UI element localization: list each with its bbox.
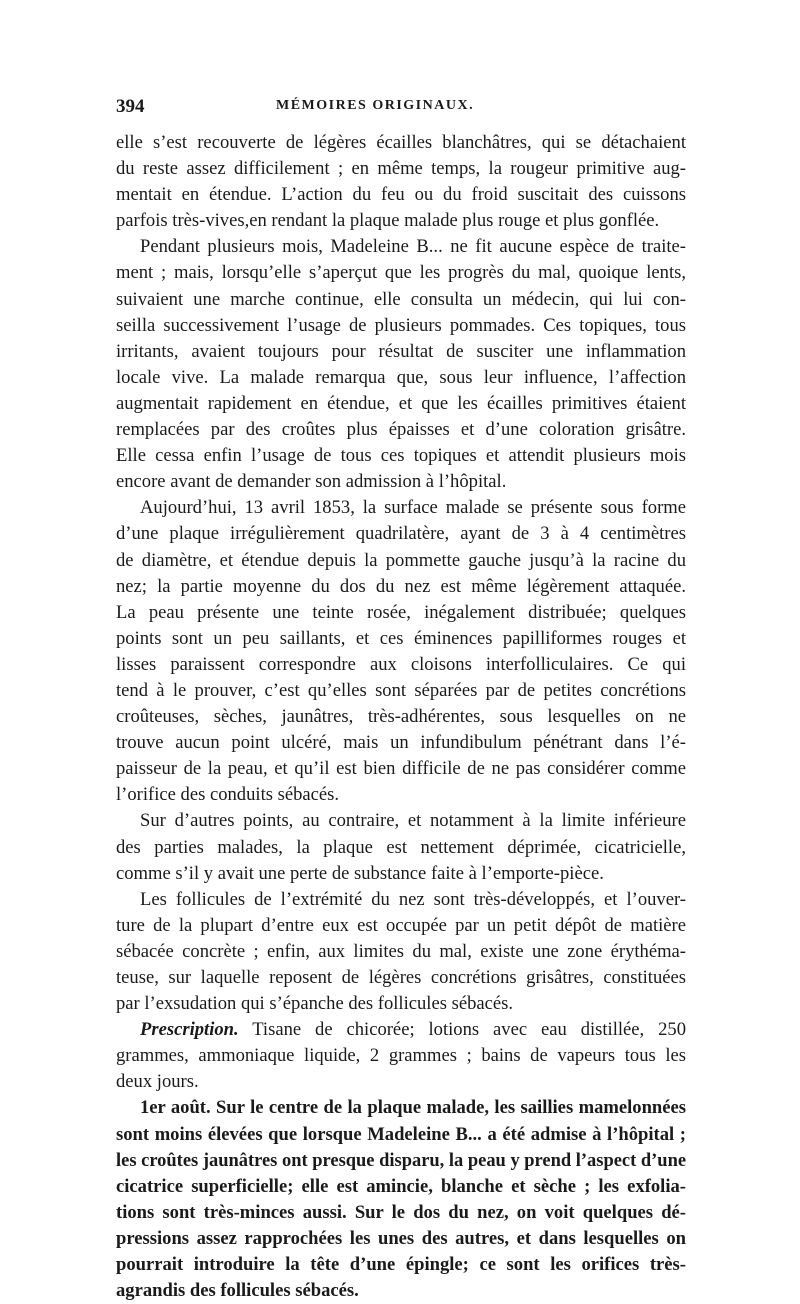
text-line: Sur d’autres points, au contraire, et notamment à la limite inférieure bbox=[140, 810, 686, 832]
text-line: de diamètre, et étendue depuis la pommette gauche jusqu’à la racine du bbox=[116, 549, 686, 571]
text-line: nez; la partie moyenne du dos du nez est même légèrement attaquée. bbox=[116, 575, 686, 597]
body-text bbox=[116, 130, 686, 1304]
text-line: deux jours. bbox=[116, 1071, 199, 1093]
text-line: par l’exsudation qui s’épanche des follicules sébacés. bbox=[116, 993, 514, 1015]
text-line: trouve aucun point ulcéré, mais un infundibulum pénétrant dans l’é- bbox=[116, 732, 686, 754]
text-line: augmentait rapidement en étendue, et que les écailles primitives étaient bbox=[116, 392, 686, 414]
text-line: Aujourd’hui, 13 avril 1853, la surface malade se présente sous forme bbox=[140, 497, 686, 519]
text-line: agrandis des follicules sébacés. bbox=[116, 1280, 359, 1302]
text-line: 1er août. Sur le centre de la plaque malade, les saillies mamelonnées bbox=[140, 1097, 686, 1119]
text-line: l’orifice des conduits sébacés. bbox=[116, 784, 340, 806]
text-line: remplacées par des croûtes plus épaisses et d’une coloration grisâtre. bbox=[116, 419, 686, 441]
text-line: d’une plaque irrégulièrement quadrilatère, ayant de 3 à 4 centimètres bbox=[116, 523, 686, 545]
text-line: parfois très-vives,en rendant la plaque malade plus rouge et plus gonflée. bbox=[116, 210, 660, 232]
text-line: Elle cessa enfin l’usage de tous ces topiques et attendit plusieurs mois bbox=[116, 445, 686, 467]
text-line bbox=[116, 1017, 686, 1043]
text-line: cicatrice superficielle; elle est amincie, blanche et sèche ; les exfolia- bbox=[116, 1175, 686, 1197]
text-line: sébacée concrète ; enfin, aux limites du mal, existe une zone érythéma- bbox=[116, 940, 686, 962]
text-line: du reste assez difficilement ; en même temps, la rougeur primitive aug- bbox=[116, 158, 686, 180]
prescription-label: Prescription. bbox=[140, 1019, 239, 1041]
text-line: locale vive. La malade remarqua que, sous leur influence, l’affection bbox=[116, 366, 686, 388]
text-line: elle s’est recouverte de légères écailles blanchâtres, qui se détachaient bbox=[116, 132, 686, 153]
text-line: points sont un peu saillants, et ces éminences papilliformes rouges et bbox=[116, 627, 686, 649]
text-line: comme s’il y avait une perte de substance faite à l’emporte-pièce. bbox=[116, 862, 604, 884]
page-header bbox=[116, 96, 686, 124]
text-line: Les follicules de l’extrémité du nez sont très-développés, et l’ouver- bbox=[140, 888, 686, 910]
text-line: teuse, sur laquelle reposent de légères concrétions grisâtres, constituées bbox=[116, 967, 686, 988]
text-line: des parties malades, la plaque est nettement déprimée, cicatricielle, bbox=[116, 836, 686, 858]
running-title: MÉMOIRES ORIGINAUX. bbox=[276, 98, 475, 113]
text-line: suivaient une marche continue, elle consulta un médecin, qui lui con- bbox=[116, 288, 686, 310]
text-line: ment ; mais, lorsqu’elle s’aperçut que les progrès du mal, quoique lents, bbox=[116, 262, 686, 284]
text-line: sont moins élevées que lorsque Madeleine B... a été admise à l’hôpital ; bbox=[116, 1123, 686, 1145]
text-line: La peau présente une teinte rosée, inégalement distribuée; quelques bbox=[116, 601, 686, 623]
text-line: encore avant de demander son admission à l’hôpital. bbox=[116, 471, 507, 493]
text-line: paisseur de la peau, et qu’il est bien difficile de ne pas considérer comme bbox=[116, 758, 686, 780]
text-line-content: Tisane de chicorée; lotions avec eau distillée, 250 bbox=[238, 1019, 686, 1041]
book-page bbox=[116, 96, 686, 1304]
text-line: ture de la plupart d’entre eux est occupée par un petit dépôt de matière bbox=[116, 914, 686, 936]
text-line: Pendant plusieurs mois, Madeleine B... ne fit aucune espèce de traite- bbox=[140, 236, 686, 258]
text-line: lisses paraissent correspondre aux cloisons interfolliculaires. Ce qui bbox=[116, 653, 686, 675]
text-line: croûteuses, sèches, jaunâtres, très-adhérentes, sous lesquelles on ne bbox=[116, 706, 686, 728]
text-line: pourrait introduire la tête d’une épingle; ce sont les orifices très- bbox=[116, 1254, 686, 1276]
text-line: les croûtes jaunâtres ont presque disparu, la peau y prend l’aspect d’une bbox=[116, 1149, 687, 1171]
text-line: seilla successivement l’usage de plusieurs pommades. Ces topiques, tous bbox=[116, 314, 686, 336]
text-line: mentait en étendue. L’action du feu ou du froid suscitait des cuissons bbox=[116, 184, 686, 206]
text-line: tend à le prouver, c’est qu’elles sont séparées par de petites concrétions bbox=[116, 679, 686, 701]
text-line: pressions assez rapprochées les unes des autres, et dans lesquelles on bbox=[116, 1227, 686, 1249]
text-line: grammes, ammoniaque liquide, 2 grammes ; bains de vapeurs tous les bbox=[116, 1045, 686, 1067]
text-line: irritants, avaient toujours pour résultat de susciter une inflammation bbox=[116, 340, 686, 362]
page-number: 394 bbox=[116, 96, 145, 117]
text-line: tions sont très-minces aussi. Sur le dos du nez, on voit quelques dé- bbox=[116, 1201, 686, 1223]
